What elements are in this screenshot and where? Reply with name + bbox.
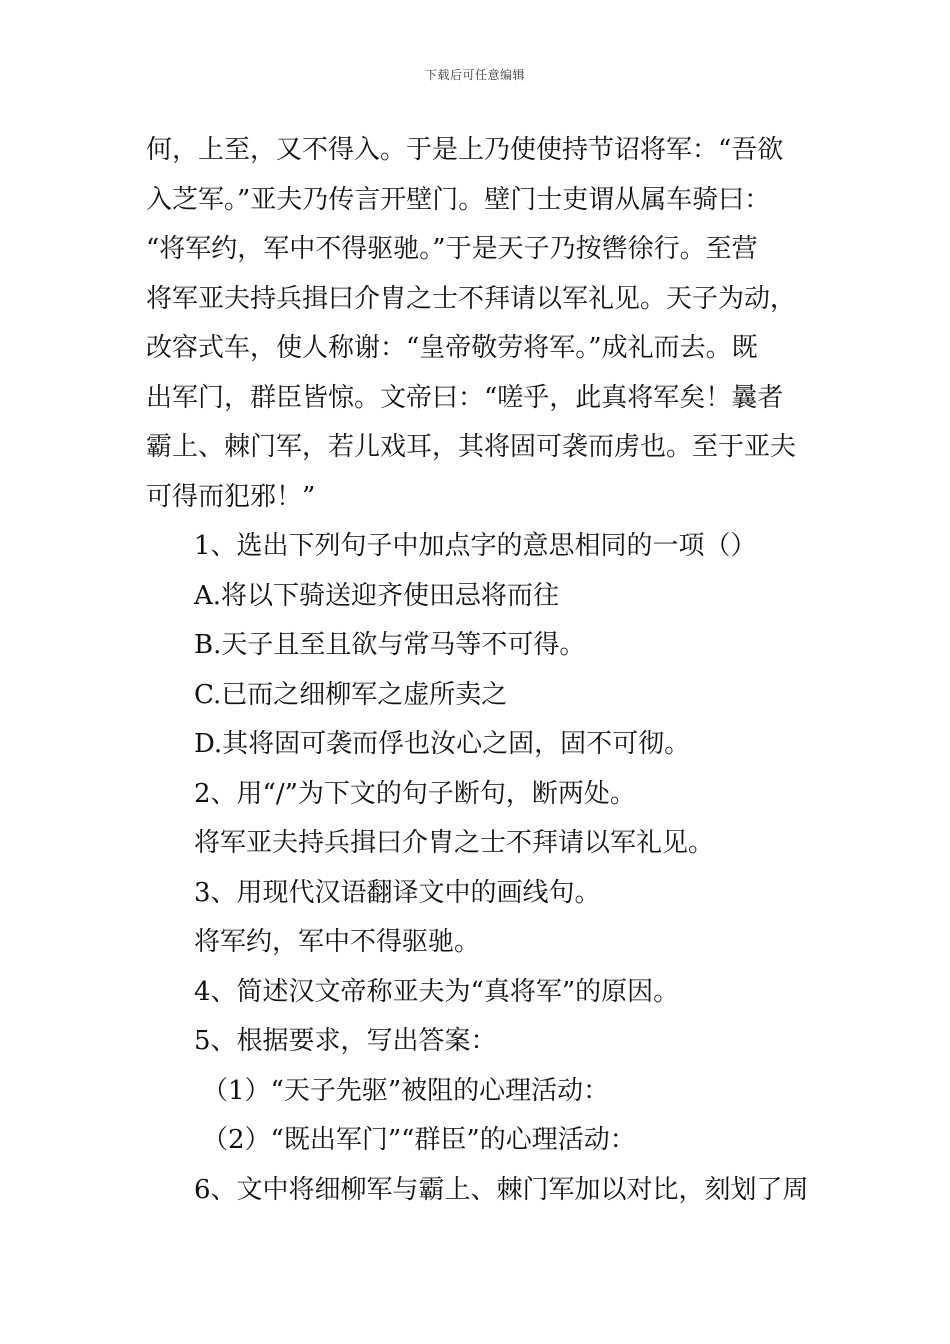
question-6: 6、文中将细柳军与霸上、棘门军加以对比，刻划了周	[194, 1174, 809, 1205]
question-1-option-b: B.天子且至且欲与常马等不可得。	[194, 630, 586, 660]
question-1: 1、选出下列句子中加点字的意思相同的一项（）	[194, 531, 757, 561]
document-body	[146, 126, 808, 1215]
passage-line: 出军门，群臣皆惊。文帝曰：“嗟乎，此真将军矣！曩者	[146, 382, 784, 413]
question-3-sentence: 将军约，军中不得驱驰。	[194, 927, 481, 957]
question-1-option-d: D.其将固可袭而俘也汝心之固，固不可彻。	[194, 729, 691, 759]
passage-line: 将军亚夫持兵揖曰介胄之士不拜请以军礼见。天子为动，	[146, 283, 797, 314]
passage-line: 入芝军。”亚夫乃传言开壁门。壁门士吏谓从属车骑曰：	[146, 184, 771, 215]
passage-line: 何，上至，又不得入。于是上乃使使持节诏将军：“吾欲	[146, 135, 784, 165]
question-1-option-c: C.已而之细柳军之虚所卖之	[194, 679, 508, 710]
question-2: 2、用“/”为下文的句子断句，断两处。	[194, 778, 636, 809]
question-3: 3、用现代汉语翻译文中的画线句。	[194, 877, 601, 908]
passage-line: 可得而犯邪！”	[146, 481, 316, 512]
question-5: 5、根据要求，写出答案：	[194, 1026, 497, 1056]
passage-line: 霸上、棘门军，若儿戏耳，其将固可袭而虏也。至于亚夫	[146, 432, 797, 462]
question-4: 4、简述汉文帝称亚夫为“真将军”的原因。	[194, 976, 680, 1007]
question-2-sentence: 将军亚夫持兵揖曰介胄之士不拜请以军礼见。	[194, 828, 715, 858]
question-1-option-a: A.将以下骑送迎齐使田忌将而往	[194, 580, 560, 611]
page-header: 下载后可任意编辑	[424, 68, 525, 82]
question-5-part-1: （1）“天子先驱”被阻的心理活动：	[202, 1075, 610, 1106]
passage-line: “将军约，军中不得驱驰。”于是天子乃按辔徐行。至营	[146, 234, 758, 264]
passage-line: 改容式车，使人称谢：“皇帝敬劳将军。”成礼而去。既	[146, 333, 758, 363]
question-5-part-2: （2）“既出军门”“群臣”的心理活动：	[202, 1125, 636, 1155]
